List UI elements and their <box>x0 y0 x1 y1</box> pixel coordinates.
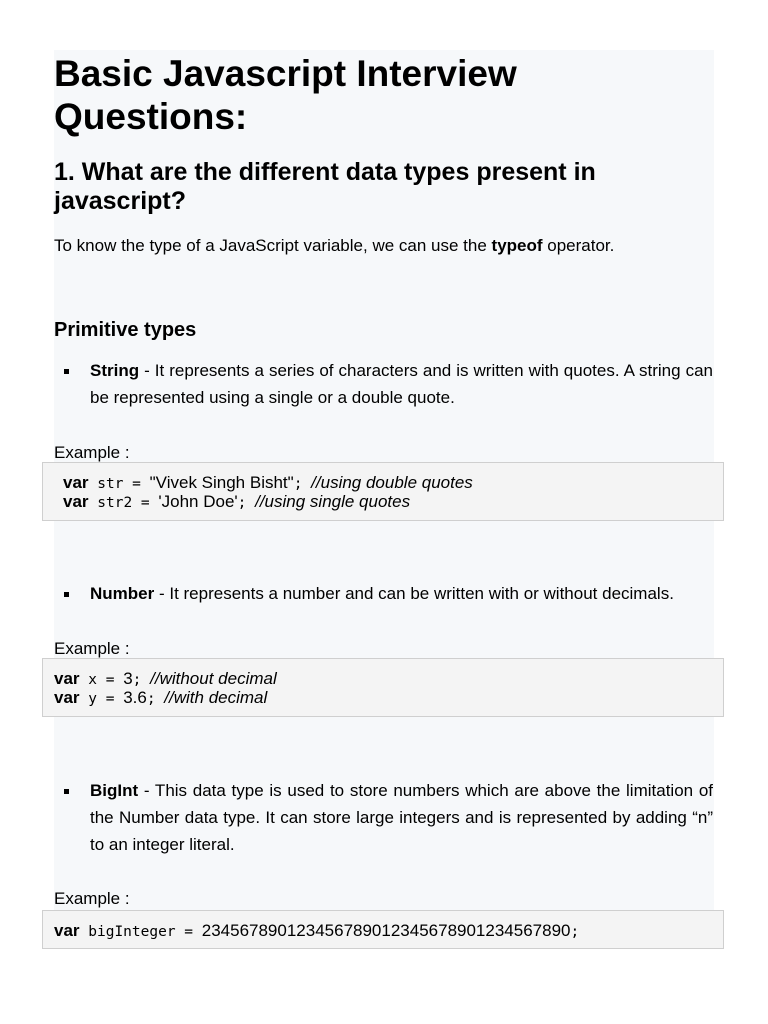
example-label: Example : <box>54 889 130 908</box>
bullet-description: - It represents a number and can be written with or without decimals. <box>154 584 674 603</box>
question-heading: 1. What are the different data types present in javascript? <box>54 158 596 215</box>
bullet-marker <box>64 592 69 597</box>
code-value: 'John Doe' <box>158 492 238 511</box>
code-semicolon: ; <box>237 495 256 511</box>
code-line <box>63 473 473 494</box>
code-semicolon: ; <box>132 672 151 688</box>
code-identifier: str = <box>88 476 150 492</box>
bullet-term: BigInt <box>90 781 139 800</box>
code-comment: //using double quotes <box>311 473 473 492</box>
code-keyword: var <box>63 473 89 492</box>
code-line <box>54 921 579 942</box>
bullet-item-string <box>90 357 713 411</box>
code-semicolon: ; <box>570 924 580 940</box>
code-block-string <box>42 462 724 521</box>
code-comment: //without decimal <box>150 669 277 688</box>
bullet-term: Number <box>90 584 155 603</box>
example-label: Example : <box>54 639 130 658</box>
code-keyword: var <box>54 669 80 688</box>
code-line <box>54 669 277 690</box>
bullet-marker <box>64 369 69 374</box>
code-identifier: str2 = <box>88 495 159 511</box>
intro-paragraph <box>54 235 714 257</box>
code-semicolon: ; <box>146 691 165 707</box>
section-heading: Primitive types <box>54 319 197 341</box>
bullet-marker <box>64 789 69 794</box>
code-block-bigint <box>42 910 724 949</box>
code-keyword: var <box>63 492 89 511</box>
code-semicolon: ; <box>293 476 312 492</box>
code-value: "Vivek Singh Bisht" <box>149 473 294 492</box>
code-line <box>63 492 410 513</box>
bullet-description: - This data type is used to store numbers which are above the limitation of the Number data type. It can store large integers and is represented by adding “n” to an integer literal. <box>90 781 713 854</box>
code-line <box>54 688 267 709</box>
intro-keyword: typeof <box>491 236 543 255</box>
code-value: 3 <box>123 669 133 688</box>
page-title: Basic Javascript Interview Questions: <box>54 53 517 137</box>
bullet-item-number <box>90 580 713 607</box>
code-block-number <box>42 658 724 717</box>
code-keyword: var <box>54 921 80 940</box>
bullet-term: String <box>90 361 140 380</box>
code-comment: //with decimal <box>164 688 268 707</box>
code-identifier: x = <box>79 672 124 688</box>
code-comment: //using single quotes <box>255 492 411 511</box>
code-value: 234567890123456789012345678901234567890 <box>201 921 571 940</box>
example-label: Example : <box>54 443 130 462</box>
code-keyword: var <box>54 688 80 707</box>
code-identifier: y = <box>79 691 124 707</box>
intro-before: To know the type of a JavaScript variable, we can use the <box>54 236 492 255</box>
bullet-item-bigint <box>90 777 713 858</box>
code-identifier: bigInteger = <box>79 924 202 940</box>
intro-after: operator. <box>542 236 615 255</box>
bullet-description: - It represents a series of characters and is written with quotes. A string can be represented using a single or a double quote. <box>90 361 713 407</box>
code-value: 3.6 <box>123 688 147 707</box>
